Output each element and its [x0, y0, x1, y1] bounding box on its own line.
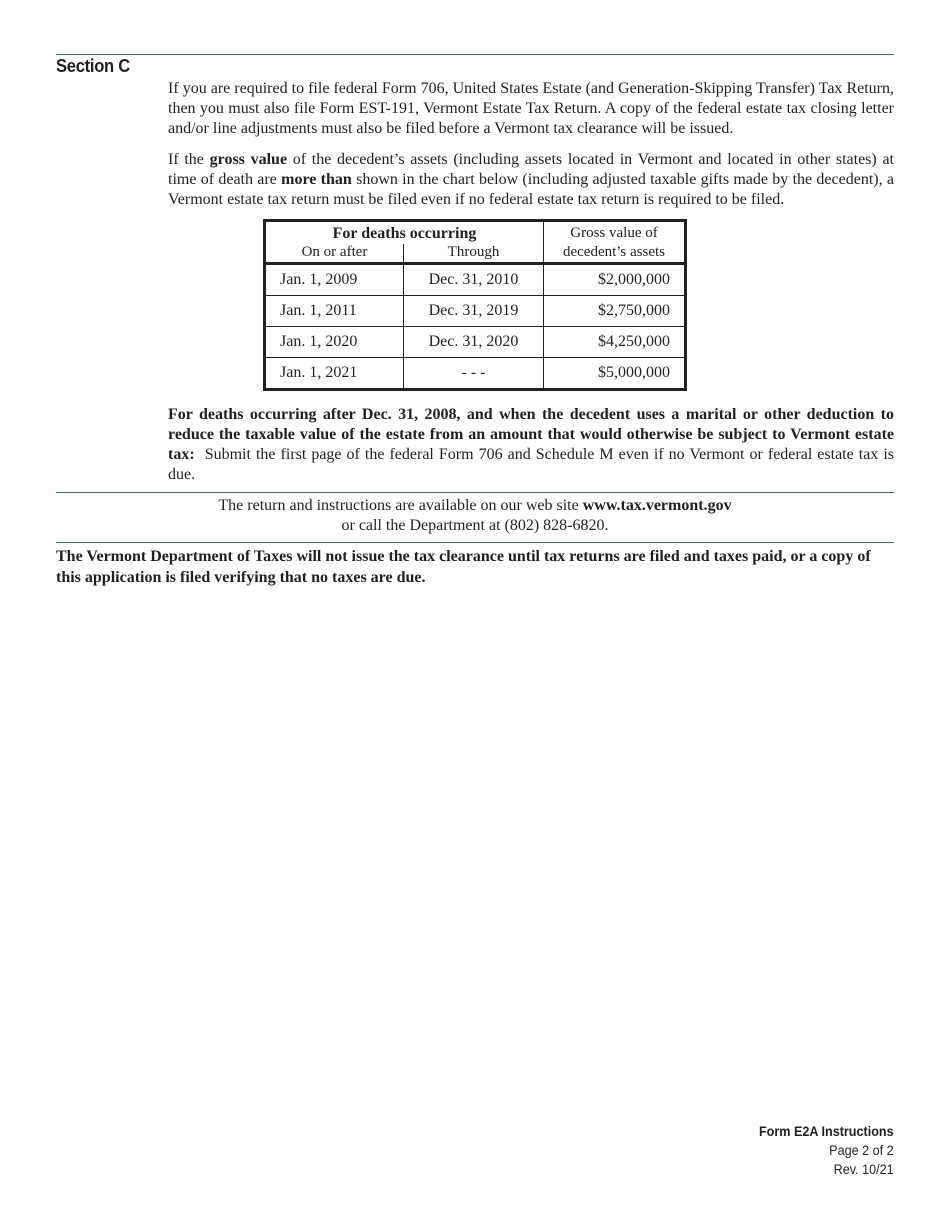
table-row: [265, 358, 686, 390]
header-gross-value-line1: Gross value of: [570, 225, 658, 241]
filing-threshold-table: [263, 219, 687, 391]
table-row: [265, 264, 686, 296]
header-through: Through: [404, 244, 544, 264]
clearance-notice: The Vermont Department of Taxes will not issue the tax clearance until tax returns are filed and taxes paid, or a copy of this application is filed verifying that no taxes are due.: [56, 548, 871, 586]
cell-through: - - -: [404, 358, 544, 390]
website-line1: [56, 496, 894, 516]
cell-on-or-after: Jan. 1, 2009: [265, 264, 404, 296]
cell-gross-value: $2,750,000: [544, 296, 686, 327]
header-deaths-occurring: For deaths occurring: [265, 221, 544, 245]
cell-gross-value: $2,000,000: [544, 264, 686, 296]
table-row: [265, 327, 686, 358]
cell-through: Dec. 31, 2019: [404, 296, 544, 327]
cell-on-or-after: Jan. 1, 2021: [265, 358, 404, 390]
paragraph-marital-deduction-bold: For deaths occurring after Dec. 31, 2008, and when the decedent uses a marital or other deduction to reduce the taxable value of the estate from an amount that would otherwise be subject to Vermont estate tax:: [168, 406, 894, 463]
website-top-divider: [56, 492, 894, 493]
footer-form-name: Form E2A Instructions: [759, 1123, 894, 1139]
cell-gross-value: $4,250,000: [544, 327, 686, 358]
cell-on-or-after: Jan. 1, 2011: [265, 296, 404, 327]
cell-through: Dec. 31, 2020: [404, 327, 544, 358]
top-divider: [56, 54, 894, 55]
paragraph-gross-value-bold1: gross value: [209, 151, 288, 168]
section-title: Section C: [56, 56, 130, 76]
paragraph-gross-value: [168, 150, 894, 210]
website-phone-line: or call the Department at (802) 828-6820.: [341, 517, 609, 534]
header-gross-value-line2: decedent’s assets: [562, 244, 666, 260]
table-subheader-row: [265, 244, 686, 264]
paragraph-gross-value-part2: of the decedent’s assets (including assets located in Vermont and located in other states) at time of death are: [168, 151, 894, 188]
website-notice: [56, 496, 894, 536]
paragraph-gross-value-part3: shown in the chart below (including adjusted taxable gifts made by the decedent), a Vermont estate tax return must be filed even if no federal estate tax return is required to be filed.: [168, 171, 895, 208]
paragraph-gross-value-bold2: more than: [281, 171, 352, 188]
cell-on-or-after: Jan. 1, 2020: [265, 327, 404, 358]
paragraph-federal-form-706: If you are required to file federal Form 706, United States Estate (and Generation-Skipping Transfer) Tax Return, then you must also file Form EST-191, Vermont Estate Tax Return. A copy of the federal estate tax closing letter and/or line adjustments must also be filed before a Vermont tax clearance will be issued.: [168, 80, 894, 137]
website-bottom-divider: [56, 542, 894, 543]
website-line1-prefix: The return and instructions are available on our web site: [218, 497, 583, 514]
table-header-row: [265, 221, 686, 245]
table-row: [265, 296, 686, 327]
website-link[interactable]: www.tax.vermont.gov: [582, 497, 732, 514]
paragraph-marital-deduction-text: Submit the first page of the federal Form 706 and Schedule M even if no Vermont or federal estate tax is due.: [168, 446, 898, 483]
paragraph-marital-deduction: [168, 405, 898, 485]
cell-through: Dec. 31, 2010: [404, 264, 544, 296]
paragraph-gross-value-part1: If the: [168, 151, 210, 168]
footer-page-number: Page 2 of 2: [829, 1142, 894, 1158]
page-footer: [759, 1122, 894, 1179]
cell-gross-value: $5,000,000: [544, 358, 686, 390]
header-on-or-after: On or after: [265, 244, 404, 264]
footer-revision: Rev. 10/21: [833, 1161, 894, 1177]
